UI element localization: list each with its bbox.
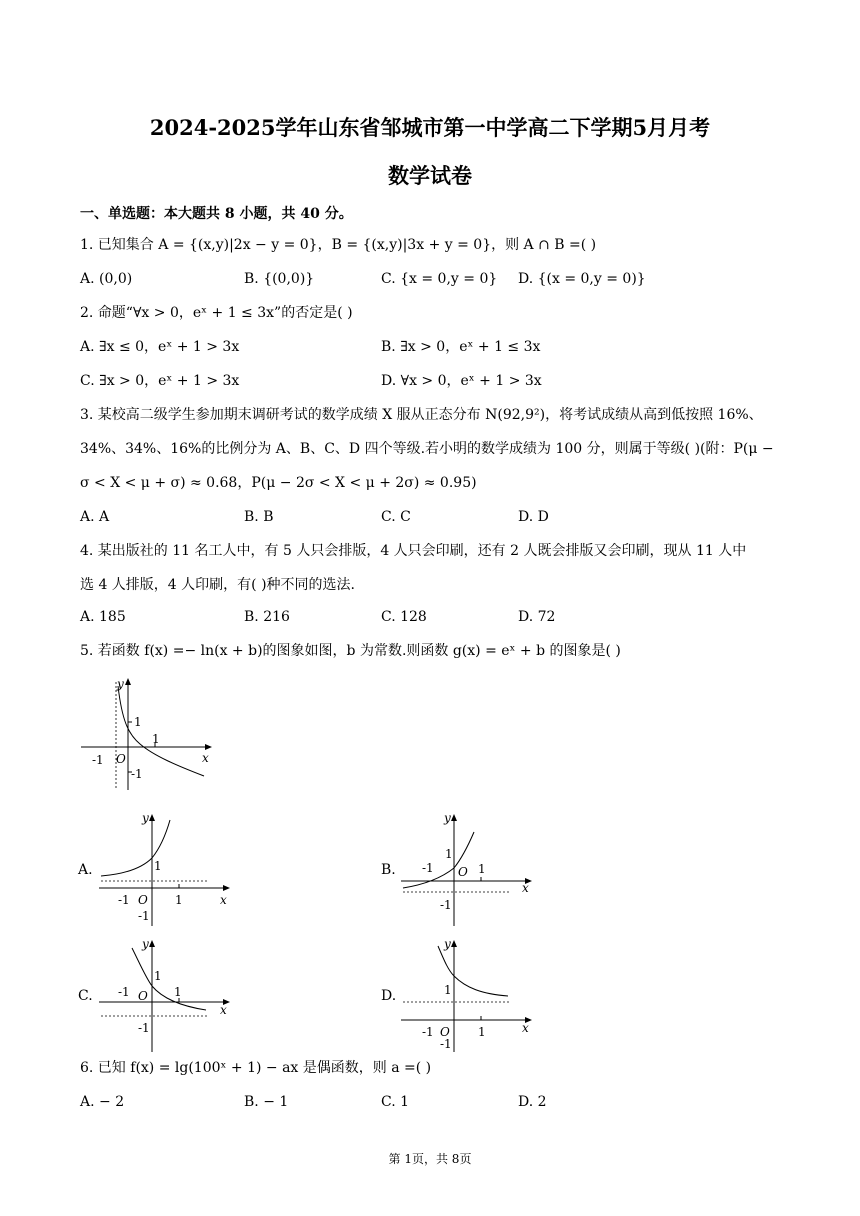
option-c-x-one: 1 [174, 985, 182, 999]
q3-line-3: σ < X < μ + σ) ≈ 0.68，P(μ − 2σ < X < μ + 2σ) ≈ 0.95) [80, 475, 477, 491]
main-graph-y-label: y [117, 677, 124, 691]
option-d-x-one: 1 [478, 1025, 486, 1039]
option-d-x-label: x [522, 1021, 529, 1035]
q6-option-b: B. − 1 [244, 1094, 289, 1110]
option-b-x-one: 1 [478, 862, 486, 876]
option-d-y-one: 1 [444, 983, 452, 997]
option-c-y-one: 1 [154, 969, 162, 983]
q3-option-b: B. B [244, 509, 274, 525]
q3-option-a: A. A [80, 509, 110, 525]
q1-option-d: D. {(x = 0,y = 0)} [518, 271, 646, 287]
option-b-y-neg-one: -1 [440, 898, 452, 912]
q6-option-d: D. 2 [518, 1094, 547, 1110]
option-a-y-neg-one: -1 [138, 909, 150, 923]
option-a-x-label: x [220, 893, 227, 907]
q5-option-c-label: C. [78, 988, 93, 1004]
q1-option-c: C. {x = 0,y = 0} [381, 271, 498, 287]
q5-option-a-label: A. [78, 862, 93, 878]
option-c-y-label: y [142, 937, 149, 951]
option-c-origin: O [138, 989, 148, 1003]
q6-option-c: C. 1 [381, 1094, 410, 1110]
q6-option-a: A. − 2 [80, 1094, 125, 1110]
option-a-x-neg-one: -1 [118, 893, 130, 907]
q2-option-a: A. ∃x ≤ 0，eˣ + 1 > 3x [80, 339, 240, 355]
q4-option-b: B. 216 [244, 609, 290, 625]
q2-option-b: B. ∃x > 0，eˣ + 1 ≤ 3x [381, 339, 541, 355]
q4-option-c: C. 128 [381, 609, 427, 625]
q4-line-1: 4. 某出版社的 11 名工人中，有 5 人只会排版，4 人只会印刷，还有 2 人既会排版又会印刷，现从 11 人中 [80, 543, 747, 559]
q5-option-d-label: D. [381, 988, 397, 1004]
q1-option-a: A. (0,0) [80, 271, 133, 287]
main-graph-x-neg-one: -1 [92, 753, 104, 767]
option-d-x-neg-one: -1 [422, 1025, 434, 1039]
q4-option-d: D. 72 [518, 609, 556, 625]
option-a-origin: O [138, 893, 148, 907]
q3-option-c: C. C [381, 509, 411, 525]
q4-option-a: A. 185 [80, 609, 126, 625]
option-a-y-label: y [142, 811, 149, 825]
option-b-y-label: y [444, 811, 451, 825]
option-c-y-neg-one: -1 [138, 1021, 150, 1035]
main-graph-origin: O [116, 752, 126, 766]
option-d-y-neg-one: -1 [440, 1037, 452, 1051]
q2-option-d: D. ∀x > 0，eˣ + 1 > 3x [381, 373, 542, 389]
q3-line-2: 34%、34%、16%的比例分为 A、B、C、D 四个等级.若小明的数学成绩为 100 分，则属于等级( )(附：P(μ − [80, 441, 774, 457]
option-d-origin: O [440, 1025, 450, 1039]
q3-line-1: 3. 某校高二级学生参加期末调研考试的数学成绩 X 服从正态分布 N(92,9²)，将考试成绩从高到低按照 16%、 [80, 407, 763, 423]
q5-main-graph [78, 672, 218, 794]
q5-option-b-graph [398, 808, 538, 930]
option-b-origin: O [458, 865, 468, 879]
q5-option-b-label: B. [381, 862, 396, 878]
q2-stem: 2. 命题“∀x > 0，eˣ + 1 ≤ 3x”的否定是( ) [80, 305, 353, 321]
option-b-y-one: 1 [445, 847, 453, 861]
q1-stem: 1. 已知集合 A = {(x,y)|2x − y = 0}，B = {(x,y)|3x + y = 0}，则 A ∩ B =( ) [80, 237, 597, 253]
q3-option-d: D. D [518, 509, 549, 525]
q5-option-d-graph [398, 934, 538, 1056]
main-graph-x-one: 1 [152, 732, 160, 746]
option-a-x-one: 1 [175, 893, 183, 907]
q1-option-b: B. {(0,0)} [244, 271, 315, 287]
exam-subtitle: 数学试卷 [388, 163, 472, 188]
q6-stem: 6. 已知 f(x) = lg(100ˣ + 1) − ax 是偶函数，则 a =( ) [80, 1060, 432, 1076]
q5-stem: 5. 若函数 f(x) =− ln(x + b)的图象如图，b 为常数.则函数 g(x) = eˣ + b 的图象是( ) [80, 643, 621, 659]
option-d-y-label: y [444, 937, 451, 951]
section-heading: 一、单选题：本大题共 8 小题，共 40 分。 [80, 206, 353, 222]
option-a-y-one: 1 [154, 859, 162, 873]
main-graph-x-label: x [202, 751, 209, 765]
option-c-x-label: x [220, 1003, 227, 1017]
page-footer: 第 1页，共 8页 [388, 1152, 472, 1166]
main-graph-y-neg-one: -1 [131, 767, 143, 781]
main-graph-y-one: 1 [134, 715, 142, 729]
q5-option-a-graph [96, 808, 236, 930]
exam-title: 2024-2025学年山东省邹城市第一中学高二下学期5月月考 [149, 115, 711, 140]
option-c-x-neg-one: -1 [118, 985, 130, 999]
q2-option-c: C. ∃x > 0，eˣ + 1 > 3x [80, 373, 240, 389]
q5-option-c-graph [96, 934, 236, 1056]
option-b-x-neg-one: -1 [422, 861, 434, 875]
q4-line-2: 选 4 人排版，4 人印刷，有( )种不同的选法. [80, 577, 355, 593]
option-b-x-label: x [522, 881, 529, 895]
